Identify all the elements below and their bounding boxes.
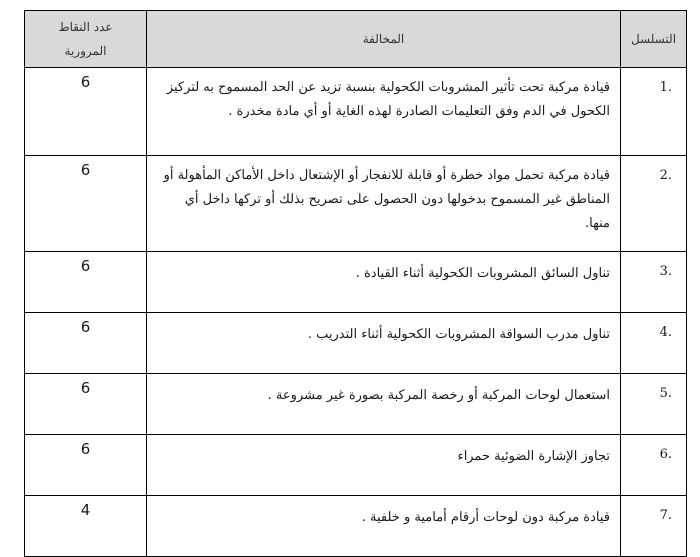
row-sequence: .3 xyxy=(621,252,687,313)
row-violation: تجاوز الإشارة الضوئية حمراء xyxy=(147,435,621,496)
traffic-violations-table xyxy=(24,10,687,557)
table-row xyxy=(25,435,687,496)
header-points-line1: عدد النقاط xyxy=(58,20,113,34)
row-sequence: .5 xyxy=(621,374,687,435)
table-row xyxy=(25,496,687,557)
table-header-row xyxy=(25,11,687,68)
row-points: 6 xyxy=(25,435,147,496)
table-row xyxy=(25,374,687,435)
row-sequence: .7 xyxy=(621,496,687,557)
table-row xyxy=(25,68,687,156)
row-violation: استعمال لوحات المركبة أو رخصة المركبة بصورة غير مشروعة . xyxy=(147,374,621,435)
header-sequence: التسلسل xyxy=(621,11,687,68)
header-points xyxy=(25,11,147,68)
row-sequence: .1 xyxy=(621,68,687,156)
row-sequence: .4 xyxy=(621,313,687,374)
header-violation: المخالفة xyxy=(147,11,621,68)
row-points: 6 xyxy=(25,156,147,252)
row-points: 4 xyxy=(25,496,147,557)
header-points-line2: المرورية xyxy=(64,44,107,58)
table-row xyxy=(25,252,687,313)
row-sequence: .6 xyxy=(621,435,687,496)
row-violation: قيادة مركبة دون لوحات أرقام أمامية و خلفية . xyxy=(147,496,621,557)
row-violation: تناول مدرب السواقة المشروبات الكحولية أثناء التدريب . xyxy=(147,313,621,374)
row-violation: قيادة مركبة تحمل مواد خطرة أو قابلة للانفجار أو الإشتعال داخل الأماكن المأهولة أو المناطق غير المسموح بدخولها دون الحصول على تصريح بذلك أو تركها داخل أي منها. xyxy=(147,156,621,252)
row-violation: تناول السائق المشروبات الكحولية أثناء القيادة . xyxy=(147,252,621,313)
row-points: 6 xyxy=(25,374,147,435)
row-points: 6 xyxy=(25,313,147,374)
row-points: 6 xyxy=(25,252,147,313)
row-violation: قيادة مركبة تحت تأثير المشروبات الكحولية بنسبة تزيد عن الحد المسموح به لتركيز الكحول في الدم وفق التعليمات الصادرة لهذه الغاية أو أي مادة مخدرة . xyxy=(147,68,621,156)
document-page xyxy=(24,10,686,557)
table-row xyxy=(25,313,687,374)
row-sequence: .2 xyxy=(621,156,687,252)
table-row xyxy=(25,156,687,252)
row-points: 6 xyxy=(25,68,147,156)
